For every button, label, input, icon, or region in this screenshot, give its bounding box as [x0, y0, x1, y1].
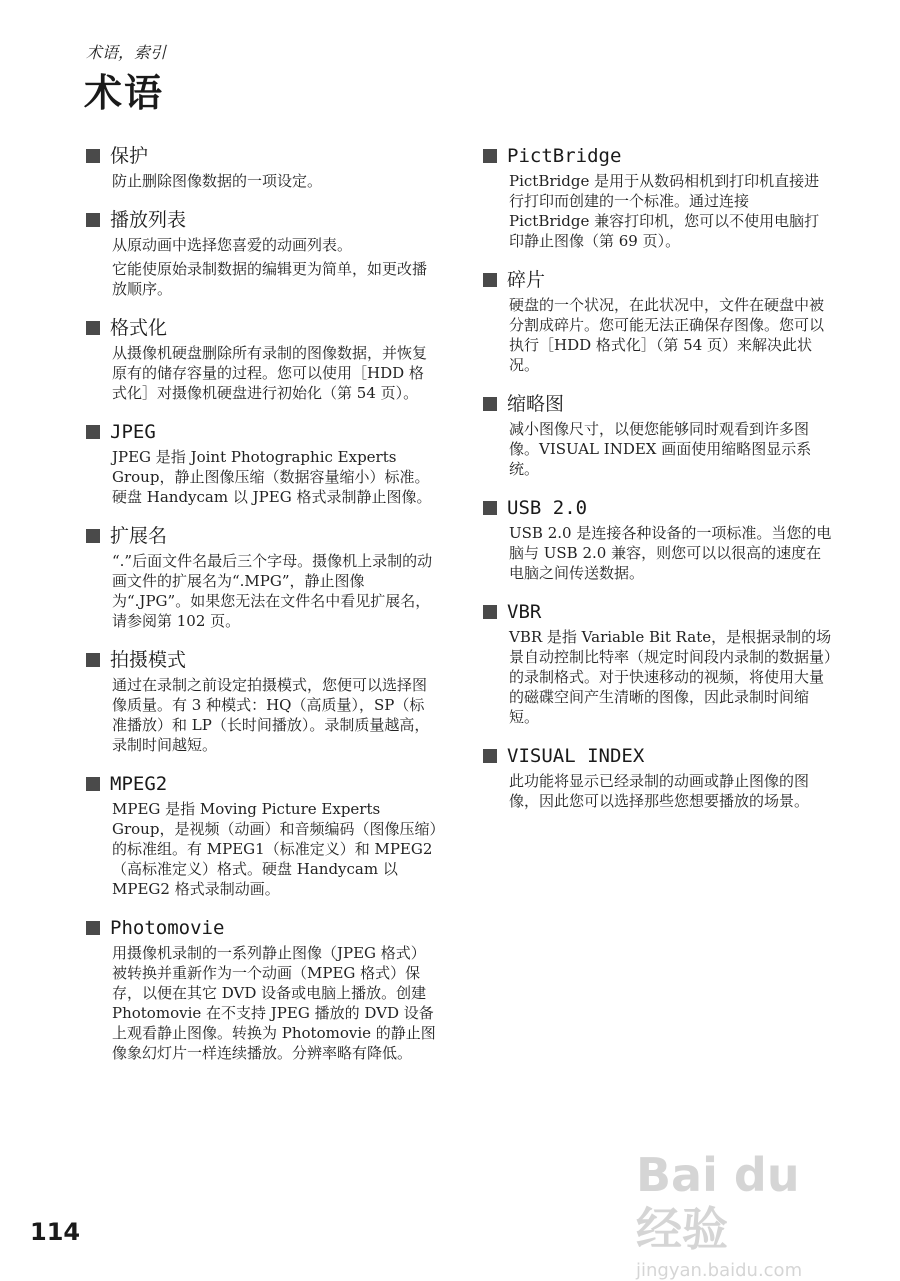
watermark-url: jingyan.baidu.com — [636, 1260, 803, 1281]
glossary-entry — [86, 771, 436, 899]
definition-paragraph: 此功能将显示已经录制的动画或静止图像的图像，因此您可以选择那些您想要播放的场景。 — [509, 772, 810, 810]
square-bullet-icon — [86, 921, 100, 935]
glossary-term — [86, 771, 436, 797]
glossary-term-label: Photomovie — [110, 917, 225, 939]
glossary-definition — [509, 627, 834, 727]
glossary-entry — [483, 495, 833, 583]
definition-paragraph: 减小图像尺寸，以便您能够同时观看到许多图像。VISUAL INDEX 画面使用缩略图显示系统。 — [509, 420, 812, 478]
glossary-term — [483, 267, 833, 293]
definition-paragraph: 从原动画中选择您喜爱的动画列表。 — [112, 236, 353, 254]
square-bullet-icon — [483, 149, 497, 163]
definition-paragraph: 用摄像机录制的一系列静止图像（JPEG 格式）被转换并重新作为一个动画（MPEG 格式）保存，以便在其它 DVD 设备或电脑上播放。创建 Photomovie 在不支持 JPEG 播放的 DVD 设备上观看静止图像。转换为 Photomovie 的静止图像象幻灯片一样连续播放。分辨率略有降低。 — [112, 944, 436, 1062]
glossary-entry — [86, 647, 436, 755]
glossary-term-label: 播放列表 — [110, 209, 187, 231]
glossary-term — [86, 647, 436, 673]
glossary-definition — [509, 771, 834, 811]
glossary-term — [483, 495, 833, 521]
square-bullet-icon — [483, 397, 497, 411]
glossary-term — [86, 315, 436, 341]
glossary-term — [483, 391, 833, 417]
square-bullet-icon — [86, 777, 100, 791]
square-bullet-icon — [86, 213, 100, 227]
glossary-term-label: PictBridge — [507, 145, 622, 167]
glossary-term-label: 扩展名 — [110, 525, 168, 547]
definition-paragraph: JPEG 是指 Joint Photographic Experts Group，静止图像压缩（数据容量缩小）标准。硬盘 Handycam 以 JPEG 格式录制静止图像。 — [112, 448, 432, 506]
glossary-term-label: 保护 — [110, 145, 149, 167]
glossary-definition — [509, 523, 834, 583]
square-bullet-icon — [86, 149, 100, 163]
glossary-term — [483, 743, 833, 769]
glossary-definition — [112, 447, 437, 507]
glossary-entry — [86, 207, 436, 299]
definition-paragraph: “.”后面文件名最后三个字母。摄像机上录制的动画文件的扩展名为“.MPG”，静止图像为“.JPG”。如果您无法在文件名中看见扩展名，请参阅第 102 页。 — [112, 552, 433, 630]
glossary-term-label: 缩略图 — [507, 393, 565, 415]
glossary-entry — [483, 267, 833, 375]
glossary-definition — [509, 295, 834, 375]
glossary-definition — [509, 171, 834, 251]
glossary-entry — [86, 419, 436, 507]
glossary-term-label: VBR — [507, 601, 542, 623]
glossary-term-label: 碎片 — [507, 269, 546, 291]
glossary-term-label: 格式化 — [110, 317, 168, 339]
glossary-entry — [86, 523, 436, 631]
definition-paragraph: 通过在录制之前设定拍摄模式，您便可以选择图像质量。有 3 种模式：HQ（高质量），SP（标准播放）和 LP（长时间播放）。录制质量越高，录制时间越短。 — [112, 676, 430, 754]
definition-paragraph: 它能使原始录制数据的编辑更为简单，如更改播放顺序。 — [112, 260, 428, 298]
glossary-definition — [509, 419, 834, 479]
page-title: 术语 — [84, 71, 165, 115]
glossary-entry — [86, 143, 436, 191]
definition-paragraph: MPEG 是指 Moving Picture Experts Group，是视频（动画）和音频编码（图像压缩）的标准组。有 MPEG1（标准定义）和 MPEG2（高标准定义）格式。硬盘 Handycam 以 MPEG2 格式录制动画。 — [112, 800, 437, 898]
glossary-term — [483, 143, 833, 169]
glossary-definition — [112, 551, 437, 631]
glossary-definition — [112, 675, 437, 755]
glossary-term — [86, 207, 436, 233]
glossary-definition — [112, 943, 437, 1063]
glossary-entry — [86, 315, 436, 403]
definition-paragraph: USB 2.0 是连接各种设备的一项标准。当您的电脑与 USB 2.0 兼容，则您可以以很高的速度在电脑之间传送数据。 — [509, 524, 832, 582]
glossary-entry — [483, 599, 833, 727]
square-bullet-icon — [483, 501, 497, 515]
glossary-term — [86, 143, 436, 169]
square-bullet-icon — [483, 605, 497, 619]
right-column — [483, 143, 833, 827]
watermark-logo: Bai du 经验 — [636, 1148, 800, 1256]
square-bullet-icon — [86, 653, 100, 667]
baidu-watermark — [636, 1148, 856, 1281]
page-number: 114 — [30, 1218, 81, 1246]
glossary-term — [483, 599, 833, 625]
definition-paragraph: PictBridge 是用于从数码相机到打印机直接进行打印而创建的一个标准。通过连接 PictBridge 兼容打印机，您可以不使用电脑打印静止图像（第 69 页）。 — [509, 172, 820, 250]
glossary-term-label: JPEG — [110, 421, 156, 443]
glossary-term-label: 拍摄模式 — [110, 649, 187, 671]
definition-paragraph: VBR 是指 Variable Bit Rate，是根据录制的场景自动控制比特率（规定时间段内录制的数据量）的录制格式。对于快速移动的视频，将使用大量的磁碟空间产生清晰的图像，因此录制时间缩短。 — [509, 628, 832, 726]
breadcrumb: 术语，索引 — [86, 43, 167, 62]
definition-paragraph: 硬盘的一个状况，在此状况中，文件在硬盘中被分割成碎片。您可能无法正确保存图像。您可以执行［HDD 格式化］（第 54 页）来解决此状况。 — [509, 296, 825, 374]
glossary-entry — [483, 391, 833, 479]
square-bullet-icon — [86, 425, 100, 439]
definition-paragraph: 从摄像机硬盘删除所有录制的图像数据，并恢复原有的储存容量的过程。您可以使用［HDD 格式化］对摄像机硬盘进行初始化（第 54 页）。 — [112, 344, 428, 402]
definition-paragraph: 防止删除图像数据的一项设定。 — [112, 172, 323, 190]
glossary-term — [86, 419, 436, 445]
glossary-term-label: VISUAL INDEX — [507, 745, 645, 767]
square-bullet-icon — [86, 529, 100, 543]
glossary-term-label: USB 2.0 — [507, 497, 588, 519]
glossary-entry — [483, 743, 833, 811]
square-bullet-icon — [86, 321, 100, 335]
square-bullet-icon — [483, 273, 497, 287]
glossary-term-label: MPEG2 — [110, 773, 168, 795]
glossary-entry — [483, 143, 833, 251]
glossary-definition — [112, 799, 437, 899]
glossary-term — [86, 523, 436, 549]
square-bullet-icon — [483, 749, 497, 763]
glossary-definition — [112, 343, 437, 403]
glossary-definition — [112, 235, 437, 299]
glossary-entry — [86, 915, 436, 1063]
glossary-definition — [112, 171, 437, 191]
left-column — [86, 143, 436, 1079]
glossary-term — [86, 915, 436, 941]
